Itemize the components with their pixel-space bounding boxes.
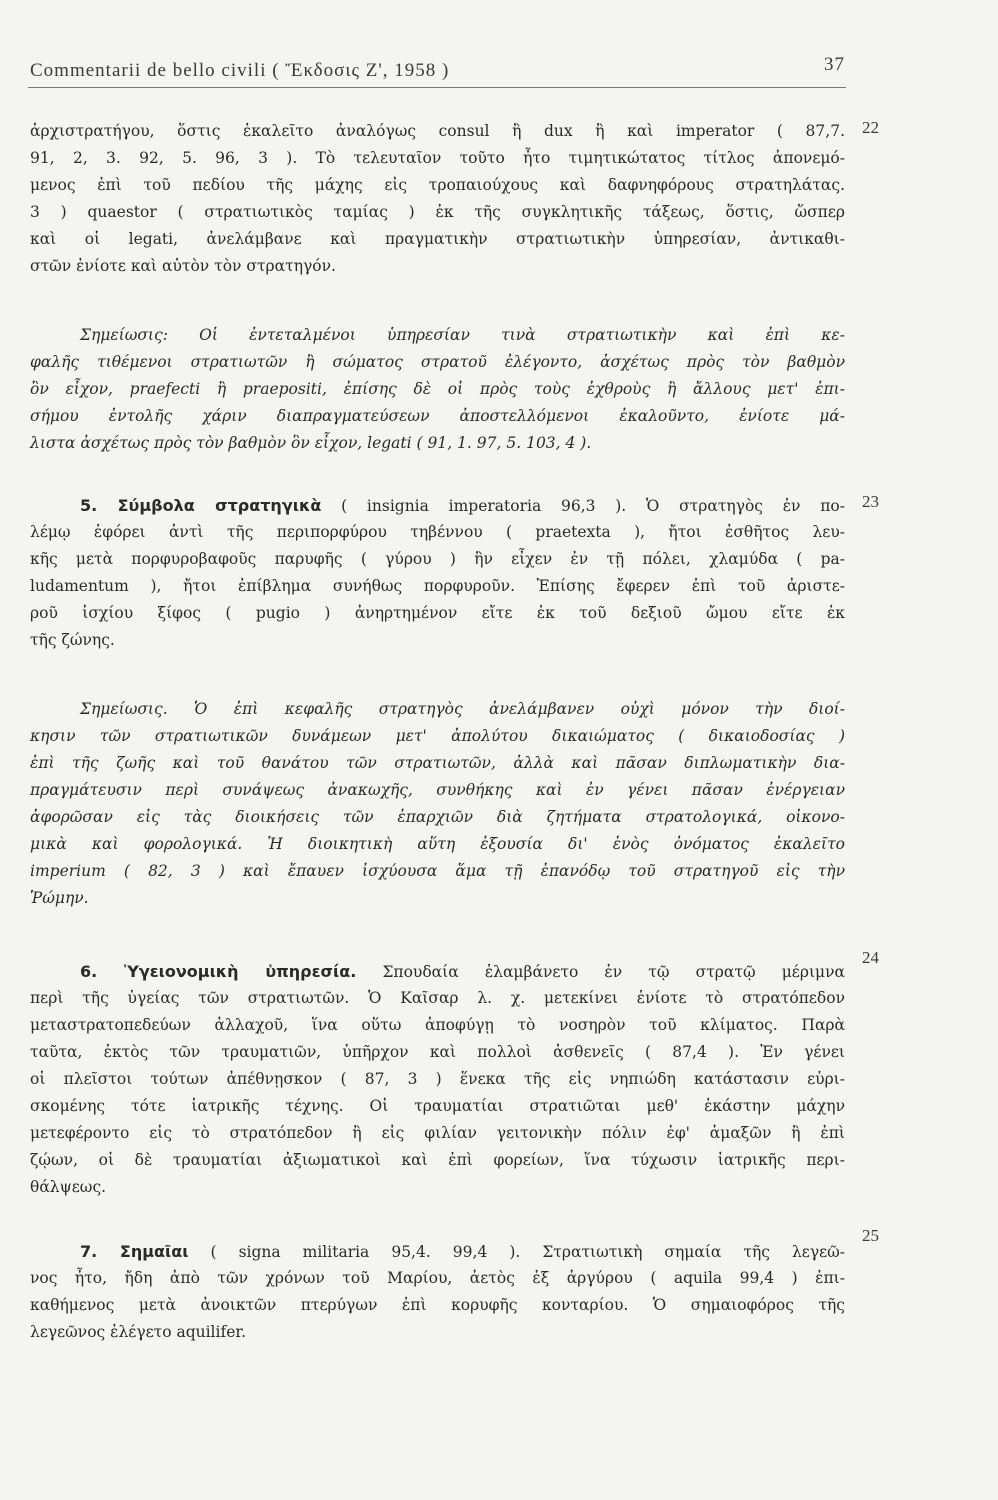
text-line: λέμῳ ἐφόρει ἀντὶ τῆς περιπορφύρου τηβέννου ( praetexta ), ἤτοι ἐσθῆτος λευ- — [30, 523, 845, 541]
running-header — [30, 54, 845, 82]
text-line: καὶ οἱ legati, ἀνελάμβανε καὶ πραγματικὴν στρατιωτικὴν ὑπηρεσίαν, ἀντικαθι- — [30, 230, 845, 248]
text-line: σκομένης τότε ἰατρικῆς τέχνης. Οἱ τραυματίαι στρατιῶται μεθ' ἑκάστην μάχην — [30, 1097, 845, 1115]
text-line: imperium ( 82, 3 ) καὶ ἔπαυεν ἰσχύουσα ἅμα τῇ ἐπανόδῳ τοῦ στρατηγοῦ εἰς τὴν — [30, 862, 845, 880]
text-line: ὃν εἶχον, praefecti ἢ praepositi, ἐπίσης δὲ οἱ πρὸς τοὺς ἐχθροὺς ἢ ἄλλους μετ' ἐπι- — [30, 380, 845, 398]
margin-number-23: 23 — [862, 492, 879, 511]
section-heading: 5. Σύμβολα στρατηγικὰ — [80, 496, 322, 515]
text-line: ἐπὶ τῆς ζωῆς καὶ τοῦ θανάτου τῶν στρατιωτῶν, ἀλλὰ καὶ πᾶσαν διπλωματικὴν δια- — [30, 754, 845, 772]
note-legati — [30, 322, 845, 457]
text-line: θάλψεως. — [30, 1178, 107, 1196]
text-line: κησιν τῶν στρατιωτικῶν δυνάμεων μετ' ἀπολύτου δικαιώματος ( δικαιοδοσίας ) — [30, 727, 845, 745]
text-line-rest: Σπουδαία ἐλαμβάνετο ἐν τῷ στρατῷ μέριμνα — [382, 963, 845, 981]
text-line: φαλῆς τιθέμενοι στρατιωτῶν ἢ σώματος στρατοῦ ἐλέγοντο, ἀσχέτως πρὸς τὸν βαθμὸν — [30, 353, 845, 371]
text-line: μικὰ καὶ φορολογικά. Ἡ διοικητικὴ αὕτη ἐξουσία δι' ἑνὸς ὀνόματος ἐκαλεῖτο — [30, 835, 845, 853]
section-6-medical — [30, 958, 845, 1201]
text-line — [30, 492, 845, 519]
text-line: ἀφορῶσαν εἰς τὰς διοικήσεις τῶν ἐπαρχιῶν διὰ ζητήματα στρατολογικά, οἰκονο- — [30, 808, 845, 826]
text-line: καθήμενος μετὰ ἀνοικτῶν πτερύγων ἐπὶ κορυφῆς κονταρίου. Ὁ σημαιοφόρος τῆς — [30, 1296, 845, 1314]
text-line: ταῦτα, ἐκτὸς τῶν τραυματιῶν, ὑπῆρχον καὶ πολλοὶ ἀσθενεῖς ( 87,4 ). Ἐν γένει — [30, 1043, 845, 1061]
margin-number-25: 25 — [862, 1226, 879, 1245]
text-line: 3 ) quaestor ( στρατιωτικὸς ταμίας ) ἐκ τῆς συγκλητικῆς τάξεως, ὅστις, ὥσπερ — [30, 203, 845, 221]
text-line: ροῦ ἰσχίου ξίφος ( pugio ) ἀνηρτημένον εἴτε ἐκ τοῦ δεξιοῦ ὤμου εἴτε ἐκ — [30, 604, 845, 622]
text-line — [30, 958, 845, 985]
paragraph-officers — [30, 118, 845, 280]
text-line: στῶν ἐνίοτε καὶ αὐτὸν τὸν στρατηγόν. — [30, 257, 336, 275]
text-line: ludamentum ), ἤτοι ἐπίβλημα συνήθως πορφυροῦν. Ἐπίσης ἔφερεν ἐπὶ τοῦ ἀριστε- — [30, 577, 845, 595]
margin-number-22: 22 — [862, 118, 879, 137]
text-line: οἱ πλεῖστοι τούτων ἀπέθνῃσκον ( 87, 3 ) ἕνεκα τῆς εἰς νηπιώδη κατάστασιν εὑρι- — [30, 1070, 845, 1088]
header-rule — [28, 87, 846, 88]
text-line: 91, 2, 3. 92, 5. 96, 3 ). Τὸ τελευταῖον τοῦτο ἦτο τιμητικώτατος τίτλος ἀπονεμό- — [30, 149, 845, 167]
section-heading: 6. Ὑγειονομικὴ ὑπηρεσία. — [80, 962, 357, 981]
note-imperium — [30, 696, 845, 912]
text-line: Σημείωσις: Οἱ ἐντεταλμένοι ὑπηρεσίαν τινὰ στρατιωτικὴν καὶ ἐπὶ κε- — [80, 326, 845, 344]
text-line: ζῴων, οἱ δὲ τραυματίαι ἀξιωματικοὶ καὶ ἐπὶ φορείων, ἵνα τύχωσιν ἰατρικῆς περι- — [30, 1151, 845, 1169]
text-line: ἀρχιστρατήγου, ὅστις ἐκαλεῖτο ἀναλόγως consul ἢ dux ἢ καὶ imperator ( 87,7. — [30, 122, 845, 140]
text-line: νος ἦτο, ἤδη ἀπὸ τῶν χρόνων τοῦ Μαρίου, ἀετὸς ἐξ ἀργύρου ( aquila 99,4 ) ἐπι- — [30, 1269, 845, 1287]
text-line: μετεφέροντο εἰς τὸ στρατόπεδον ἢ εἰς φιλίαν γειτονικὴν πόλιν ἐφ' ἁμαξῶν ἢ ἐπὶ — [30, 1124, 845, 1142]
text-line: περὶ τῆς ὑγείας τῶν στρατιωτῶν. Ὁ Καῖσαρ λ. χ. μετεκίνει ἐνίοτε τὸ στρατόπεδον — [30, 989, 845, 1007]
page-number: 37 — [824, 54, 845, 75]
header-title: Commentarii de bello civili ( Ἔκδοσις Ζ', 1958 ) — [30, 60, 450, 81]
text-line: πραγμάτευσιν περὶ συνάψεως ἀνακωχῆς, συνθήκης καὶ ἐν γένει πᾶσαν ἐνέργειαν — [30, 781, 845, 799]
section-5-insignia — [30, 492, 845, 654]
text-line: μενος ἐπὶ τοῦ πεδίου τῆς μάχης εἰς τροπαιούχους καὶ δαφνηφόρους στρατηλάτας. — [30, 176, 845, 194]
text-line: λεγεῶνος ἐλέγετο aquilifer. — [30, 1323, 247, 1341]
text-line: Σημείωσις. Ὁ ἐπὶ κεφαλῆς στρατηγὸς ἀνελάμβανεν οὐχὶ μόνον τὴν διοί- — [80, 700, 845, 718]
text-line-rest: ( insignia imperatoria 96,3 ). Ὁ στρατηγὸς ἐν πο- — [341, 497, 845, 515]
text-line: σήμου ἐντολῆς χάριν διαπραγματεύσεων ἀποστελλόμενοι ἐκαλοῦντο, ἐνίοτε μά- — [30, 407, 845, 425]
section-heading: 7. Σημαῖαι — [80, 1242, 189, 1261]
text-line: Ῥώμην. — [30, 889, 89, 907]
margin-number-24: 24 — [862, 948, 879, 967]
text-line: λιστα ἀσχέτως πρὸς τὸν βαθμὸν ὃν εἶχον, legati ( 91, 1. 97, 5. 103, 4 ). — [30, 434, 592, 452]
text-line: μεταστρατοπεδεύων ἀλλαχοῦ, ἵνα οὕτω ἀποφύγῃ τὸ νοσηρὸν τοῦ κλίματος. Παρὰ — [30, 1016, 845, 1034]
text-line-rest: ( signa militaria 95,4. 99,4 ). Στρατιωτικὴ σημαία τῆς λεγεῶ- — [210, 1243, 845, 1261]
section-7-standards — [30, 1238, 845, 1346]
text-line: τῆς ζώνης. — [30, 631, 115, 649]
text-line — [30, 1238, 845, 1265]
text-line: κῆς μετὰ πορφυροβαφοῦς παρυφῆς ( γύρου ) ἣν εἶχεν ἐν τῇ πόλει, χλαμύδα ( pa- — [30, 550, 845, 568]
